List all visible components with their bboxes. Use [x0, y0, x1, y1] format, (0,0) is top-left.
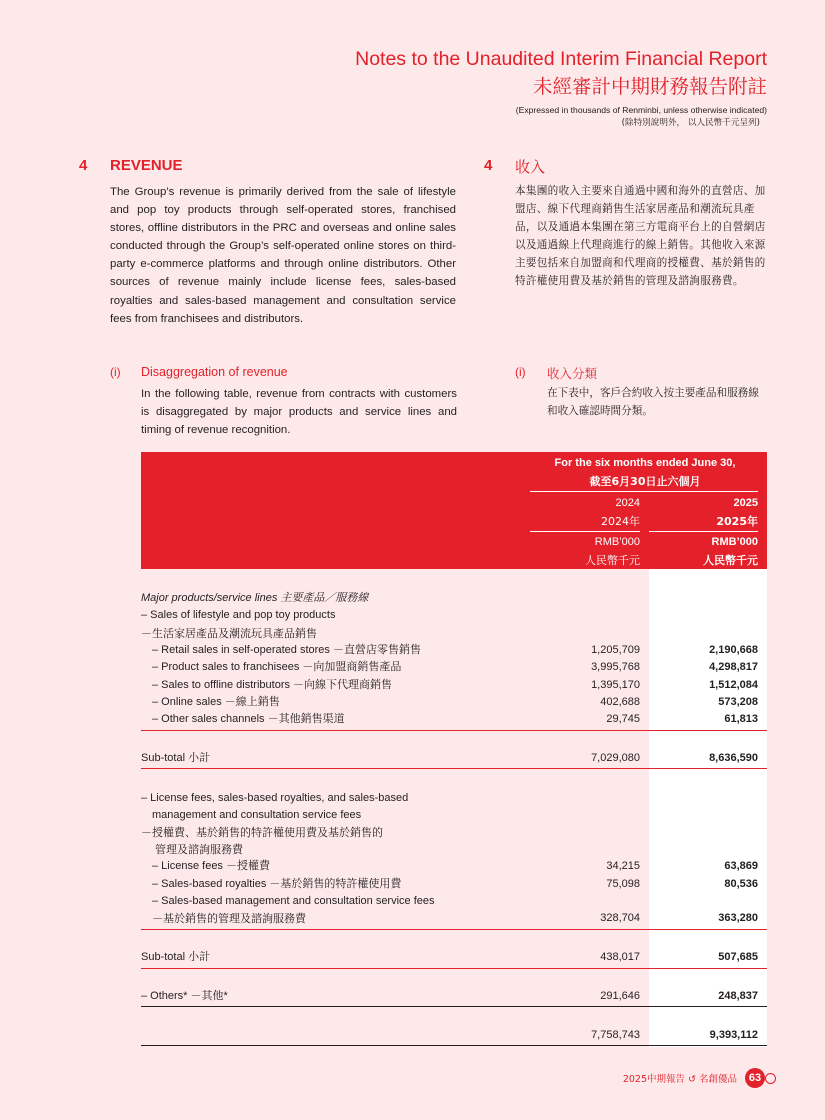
section-title-en: REVENUE: [110, 157, 183, 174]
col-2025-year-zh: 2025年: [716, 515, 758, 528]
table-row: – Sales to offline distributors －向線下代理商銷售 1,395,170 1,512,084: [152, 679, 758, 691]
table-row: – Retail sales in self-operated stores －直營店零售銷售 1,205,709 2,190,668: [152, 644, 758, 656]
subsection-title-zh: 收入分類: [547, 366, 598, 381]
currency-note-en: (Expressed in thousands of Renminbi, unless otherwise indicated): [515, 105, 767, 115]
mgmt-label-en: – Sales-based management and consultation service fees: [152, 895, 435, 907]
col-2025-unit-en: RMB’000: [711, 536, 758, 548]
table-row: – Online sales －線上銷售 402,688 573,208: [152, 696, 758, 708]
section-paragraph-en: The Group’s revenue is primarily derived from the sale of lifestyle and pop toy products through self-operated stores, franchised stores, offline distributors in the PRC and overseas and online sales conducted through the Group’s self-operated online stores on third-party e-commerce platforms and through online distributors. Other sources of revenue mainly include license fees, sales-based royalties and sales-based management and consultation service fees from franchisees and distributors.: [110, 186, 456, 325]
report-title-zh: 未經審計中期財務報告附註: [532, 75, 767, 98]
license-heading-zh-1: －授權費、基於銷售的特許權使用費及基於銷售的: [141, 826, 383, 839]
license-heading-en-1: – License fees, sales-based royalties, and sales-based: [141, 792, 409, 804]
page-number: 63: [745, 1068, 765, 1088]
section-number-zh: 4: [484, 157, 493, 174]
table-row: －基於銷售的管理及諮詢服務費 328,704 363,280: [152, 912, 758, 925]
subtotal-row: Sub-total 小計 438,017 507,685: [141, 951, 758, 963]
total-row: 7,758,743 9,393,112: [591, 1029, 758, 1041]
sales-heading-en: – Sales of lifestyle and pop toy products: [141, 609, 336, 621]
subsection-marker-en: (i): [110, 365, 121, 379]
col-2025-year-en: 2025: [733, 497, 758, 509]
col-2024-unit-en: RMB’000: [594, 536, 640, 548]
period-heading-en: For the six months ended June 30,: [554, 457, 736, 469]
table-row: – Other sales channels －其他銷售渠道 29,745 61,813: [152, 713, 758, 725]
table-row: – Product sales to franchisees －向加盟商銷售產品 3,995,768 4,298,817: [152, 661, 758, 673]
col-2025-unit-zh: 人民幣千元: [703, 554, 758, 567]
subsection-marker-zh: (i): [515, 365, 526, 379]
period-heading-zh: 截至6月30日止六個月: [589, 475, 701, 488]
divider: [141, 730, 767, 731]
col-2024-unit-zh: 人民幣千元: [585, 554, 640, 567]
section-paragraph-zh: 本集團的收入主要來自通過中國和海外的直營店、加盟店、線下代理商銷售生活家居產品和潮流玩具產品，以及通過本集團在第三方電商平台上的自營網店以及通過線上代理商進行的線上銷售。其他收入來源主要包括來自加盟商和代理商的授權費、基於銷售的特許權使用費及基於銷售的管理及諮詢服務費。: [515, 185, 766, 287]
currency-note-zh: (除特別說明外， 以人民幣千元呈列): [621, 118, 760, 128]
divider: [141, 968, 767, 969]
subsection-paragraph-en: In the following table, revenue from contracts with customers is disaggregated by major products and service lines and timing of revenue recognition.: [141, 388, 457, 436]
col-2024-year-zh: 2024年: [601, 515, 640, 528]
report-title-en: Notes to the Unaudited Interim Financial Report: [355, 48, 767, 70]
license-heading-zh-2: 管理及諮詢服務費: [155, 843, 243, 856]
subtotal-row: Sub-total 小計 7,029,080 8,636,590: [141, 752, 758, 764]
others-row: – Others* －其他* 291,646 248,837: [141, 990, 758, 1002]
table-header-banner: [141, 452, 767, 569]
footer-text: 2025中期報告 ↺ 名創優品: [622, 1074, 737, 1085]
divider: [141, 1045, 767, 1046]
sales-heading-zh: －生活家居產品及潮流玩具產品銷售: [141, 627, 317, 640]
subsection-title-en: Disaggregation of revenue: [141, 365, 288, 379]
major-lines-heading: Major products/service lines 主要產品／服務線: [141, 592, 369, 604]
section-number-en: 4: [79, 157, 88, 174]
subsection-paragraph-zh: 在下表中，客戶合約收入按主要產品和服務線和收入確認時間分類。: [547, 387, 759, 417]
table-row: – Sales-based royalties －基於銷售的特許權使用費 75,098 80,536: [152, 878, 758, 890]
divider: [141, 1006, 767, 1007]
divider: [141, 768, 767, 769]
section-title-zh: 收入: [515, 158, 546, 176]
page-ring-icon: [765, 1073, 776, 1084]
col-2024-year-en: 2024: [615, 497, 640, 509]
table-row: – License fees －授權費 34,215 63,869: [152, 860, 758, 872]
license-heading-en-2: management and consultation service fees: [152, 809, 362, 821]
divider: [141, 929, 767, 930]
